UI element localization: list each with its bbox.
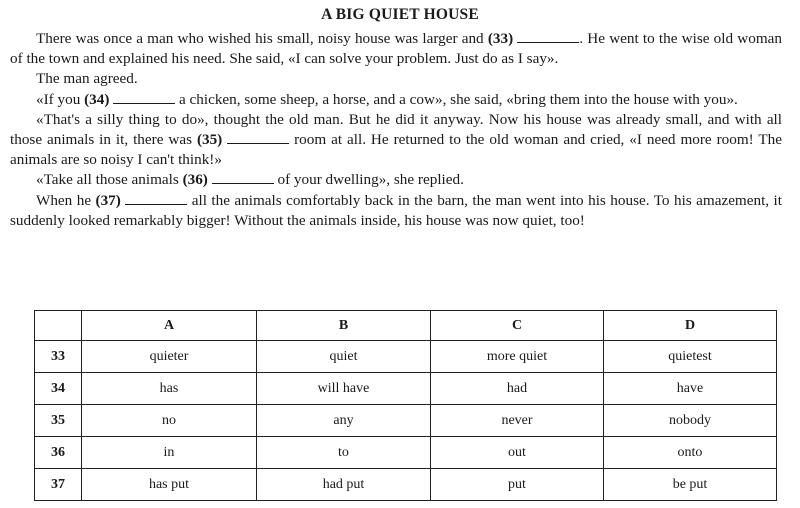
table-header-cell: D [604,311,777,341]
gap-number-35: (35) [196,131,223,149]
passage [10,29,782,231]
question-number: 33 [35,341,82,373]
option-b: to [257,437,431,469]
table-row [35,405,777,437]
table-row [35,437,777,469]
gap-number-33: (33) [487,30,514,47]
table-header-cell: C [431,311,604,341]
paragraph-text: . He went to the wise old woman of the town and explained his need. She said, «I can solve your problem. Just do as I say». [10,30,782,68]
gap-blank-35 [227,131,289,144]
option-d: quietest [604,341,777,373]
table-header-row [35,311,777,341]
paragraph-text: room at all. He returned to the old woman and cried, «I need more room! The animals are so noisy I can't think!» [10,131,782,169]
option-c: put [431,469,604,501]
paragraph-6 [10,191,782,231]
gap-number-37: (37) [95,191,121,209]
option-b: will have [257,373,431,405]
question-number: 35 [35,405,82,437]
question-number: 36 [35,437,82,469]
option-b: any [257,405,431,437]
paragraph-1 [10,29,782,69]
question-number: 34 [35,373,82,405]
paragraph-text: a chicken, some sheep, a horse, and a cow», she said, «bring them into the house with you». [175,90,738,108]
option-b: quiet [257,341,431,373]
option-b: had put [257,469,431,501]
option-a: quieter [82,341,257,373]
paragraph-5 [10,170,782,190]
paragraph-text: of your dwelling», she replied. [273,171,464,189]
paragraph-4 [10,110,782,171]
option-a: in [82,437,257,469]
gap-number-36: (36) [182,171,208,189]
option-c: out [431,437,604,469]
gap-blank-33 [517,30,579,43]
table-row [35,341,777,373]
paragraph-text: «If you [36,90,85,108]
answer-options-table [34,310,777,501]
table-header-cell: A [82,311,257,341]
gap-number-34: (34) [84,90,110,108]
paragraph-text: There was once a man who wished his small, noisy house was larger and [36,30,488,47]
table-row [35,373,777,405]
paragraph-3 [10,90,782,110]
option-a: no [82,405,257,437]
page-title: A BIG QUIET HOUSE [321,6,479,23]
paragraph-text: «That's a silly thing to do», thought the old man. But he did it anyway. Now his house was already small, and with all those animals in it, there was [10,110,782,149]
option-a: has put [82,469,257,501]
option-c: had [431,373,604,405]
paragraph-text: «Take all those animals [36,171,183,189]
option-d: have [604,373,777,405]
question-number: 37 [35,469,82,501]
option-d: nobody [604,405,777,437]
table-header-cell: B [257,311,431,341]
option-a: has [82,373,257,405]
option-c: more quiet [431,341,604,373]
paragraph-text: all the animals comfortably back in the barn, the man went into his house. To his amazement, it suddenly looked remarkably bigger! Without the animals inside, his house was now quiet, too! [10,191,782,229]
table-row [35,469,777,501]
table-header-cell [35,311,82,341]
option-d: onto [604,437,777,469]
gap-blank-34 [113,91,175,104]
option-d: be put [604,469,777,501]
option-c: never [431,405,604,437]
paragraph-2: The man agreed. [36,70,138,88]
gap-blank-37 [125,192,187,205]
paragraph-text: When he [36,191,96,209]
gap-blank-36 [212,171,274,184]
